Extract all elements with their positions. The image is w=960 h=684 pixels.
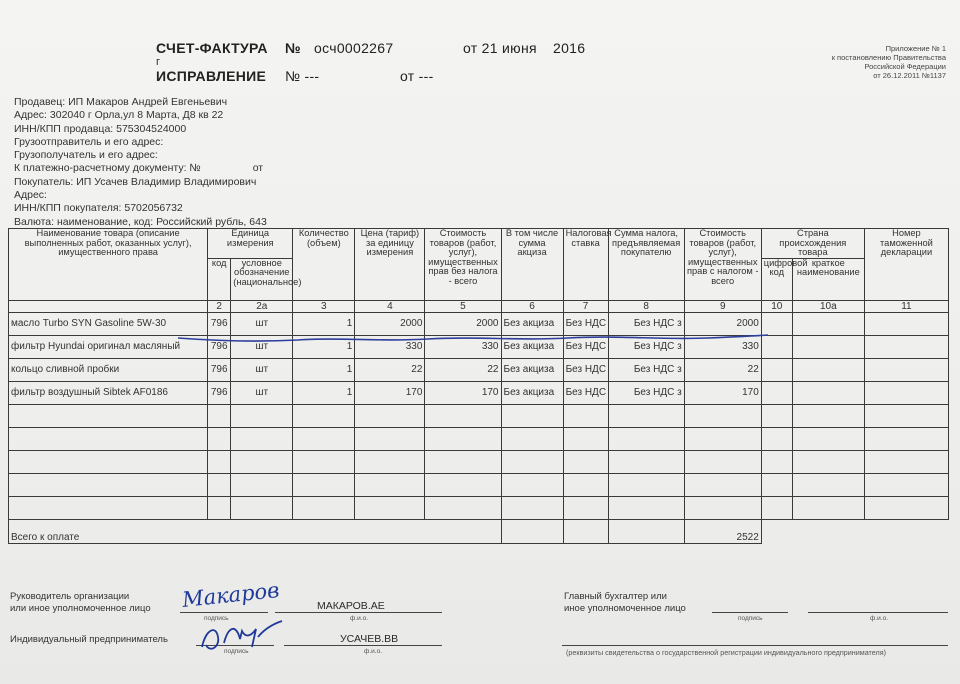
excise: Без акциза [501,335,563,358]
total-value: 2522 [684,519,761,543]
unit-code: 796 [208,312,231,335]
tax-rate: Без НДС [563,335,608,358]
item-name: фильтр Hyundai оригинал масляный [9,335,208,358]
payment-doc-label: К платежно-расчетному документу: № [14,162,201,175]
col-number: 7 [563,300,608,312]
quantity: 1 [293,312,355,335]
buyer-inn: ИНН/КПП покупателя: 5702056732 [14,202,183,215]
unit-name: шт [231,312,293,335]
col-number: 6 [501,300,563,312]
empty-row [9,473,949,496]
quantity: 1 [293,335,355,358]
entrepreneur-name-line [284,645,442,646]
hdr-unit-name: условное обозначение (национальное) [231,258,293,300]
hdr-cost: Стоимость товаров (работ, услуг), имущественных прав без налога - всего [425,229,501,301]
col-number: 10а [792,300,864,312]
hdr-tax: Сумма налога, предъявляемая покупателю [608,229,684,301]
quantity: 1 [293,358,355,381]
col-number: 3 [293,300,355,312]
empty-row [9,404,949,427]
entrepreneur-name: УСАЧЕВ.ВВ [340,633,399,645]
country-name [792,335,864,358]
seller-inn: ИНН/КПП продавца: 575304524000 [14,122,187,135]
hdr-unit: Единица измерения [208,229,293,259]
number-label: № [285,40,301,56]
item-name: фильтр воздушный Sibtek AF0186 [9,381,208,404]
signature-caption: подпись [204,615,229,622]
hdr-unit-code: код [208,258,231,300]
customs-number [864,358,948,381]
price: 330 [355,335,425,358]
total: 330 [684,335,761,358]
col-number [9,300,208,312]
buyer-address: Адрес: [14,189,47,202]
head-label-line: или иное уполномоченное лицо [10,603,151,614]
hdr-rate: Налоговая ставка [563,229,608,301]
fio-caption: ф.и.о. [350,615,369,622]
unit-name: шт [231,381,293,404]
customs-number [864,335,948,358]
tax-sum: Без НДС з [608,312,684,335]
doc-title: СЧЕТ-ФАКТУРА [156,40,268,56]
total: 22 [684,358,761,381]
hdr-excise: В том числе сумма акциза [501,229,563,301]
col-number: 10 [761,300,792,312]
hdr-name: Наименование товара (описание выполненных работ, оказанных услуг), имущественного права [9,229,208,301]
hdr-country: Страна происхождения товара [761,229,864,259]
certificate-line [562,645,948,646]
invoice-table [8,228,949,544]
table-row [9,358,949,381]
fio-caption: ф.и.о. [870,615,889,622]
accountant-label [564,591,686,615]
invoice-number: осч0002267 [314,40,394,56]
signature-caption: подпись [224,648,249,655]
col-number: 4 [355,300,425,312]
unit-name: шт [231,335,293,358]
col-number: 2 [208,300,231,312]
shipper: Грузоотправитель и его адрес: [14,135,164,148]
buyer: Покупатель: ИП Усачев Владимир Владимирович [14,175,257,188]
hdr-country-code: цифровой код [761,258,792,300]
unit-code: 796 [208,335,231,358]
certificate-caption: (реквизиты свидетельства о государственной регистрации индивидуального предпринимателя) [566,648,886,657]
cost: 2000 [425,312,501,335]
hdr-country-name: краткое наименование [792,258,864,300]
quantity: 1 [293,381,355,404]
signature-caption: подпись [738,615,763,622]
head-signature-line [180,612,268,613]
empty-row [9,496,949,519]
invoice-year: 2016 [553,40,586,56]
year-suffix: г [156,56,161,68]
price: 170 [355,381,425,404]
col-number: 5 [425,300,501,312]
customs-number [864,381,948,404]
country-code [761,381,792,404]
accountant-label-line: иное уполномоченное лицо [564,603,686,614]
invoice-date: от 21 июня [463,40,537,56]
appendix-line: от 26.12.2011 №1137 [873,71,946,80]
correction-date: от --- [400,68,434,84]
hdr-total: Стоимость товаров (работ, услуг), имущественных прав с налогом - всего [684,229,761,301]
country-name [792,358,864,381]
head-name: МАКАРОВ.АЕ [317,600,385,612]
head-label-line: Руководитель организации [10,591,130,602]
hdr-price: Цена (тариф) за единицу измерения [355,229,425,301]
head-name-line [275,612,442,613]
accountant-signature-line [712,612,788,613]
tax-rate: Без НДС [563,312,608,335]
tax-rate: Без НДС [563,381,608,404]
total-row [9,519,949,543]
excise: Без акциза [501,358,563,381]
head-label [10,591,151,615]
col-number: 2а [231,300,293,312]
payment-doc [14,162,267,175]
total-label: Всего к оплате [9,519,502,543]
head-signature: Макаров [181,577,281,613]
price: 22 [355,358,425,381]
hdr-customs: Номер таможенной декларации [864,229,948,301]
consignee: Грузополучатель и его адрес: [14,149,158,162]
correction-number: № --- [285,68,320,84]
item-name: масло Turbo SYN Gasoline 5W-30 [9,312,208,335]
seller-address: Адрес: 302040 г Орла,ул 8 Марта, Д8 кв 22 [14,109,224,122]
excise: Без акциза [501,312,563,335]
accountant-name-line [808,612,948,613]
unit-name: шт [231,358,293,381]
appendix-line: Приложение № 1 [885,44,946,53]
payment-doc-from: от [252,162,264,175]
col-number: 11 [864,300,948,312]
tax-sum: Без НДС з [608,358,684,381]
customs-number [864,312,948,335]
country-name [792,381,864,404]
cost: 170 [425,381,501,404]
tax-rate: Без НДС [563,358,608,381]
empty-row [9,427,949,450]
fio-caption: ф.и.о. [364,648,383,655]
appendix-line: Российской Федерации [864,62,946,71]
entrepreneur-label: Индивидуальный предприниматель [10,634,168,645]
tax-sum: Без НДС з [608,335,684,358]
header-row [9,229,949,259]
col-number: 9 [684,300,761,312]
strike-through-mark [178,330,768,346]
country-name [792,312,864,335]
correction-label: ИСПРАВЛЕНИЕ [156,68,267,84]
appendix-note [832,44,946,80]
currency: Валюта: наименование, код: Российский рубль, 643 [14,215,267,228]
table-row [9,381,949,404]
cost: 330 [425,335,501,358]
hdr-qty: Количество (объем) [293,229,355,301]
total: 2000 [684,312,761,335]
unit-code: 796 [208,381,231,404]
accountant-label-line: Главный бухгалтер или [564,591,667,602]
column-number-row [9,300,949,312]
tax-sum: Без НДС з [608,381,684,404]
country-code [761,358,792,381]
item-name: кольцо сливной пробки [9,358,208,381]
appendix-line: к постановлению Правительства [831,53,946,62]
total: 170 [684,381,761,404]
col-number: 8 [608,300,684,312]
unit-code: 796 [208,358,231,381]
cost: 22 [425,358,501,381]
price: 2000 [355,312,425,335]
empty-row [9,450,949,473]
info-block [14,96,267,229]
excise: Без акциза [501,381,563,404]
seller: Продавец: ИП Макаров Андрей Евгеньевич [14,96,228,108]
